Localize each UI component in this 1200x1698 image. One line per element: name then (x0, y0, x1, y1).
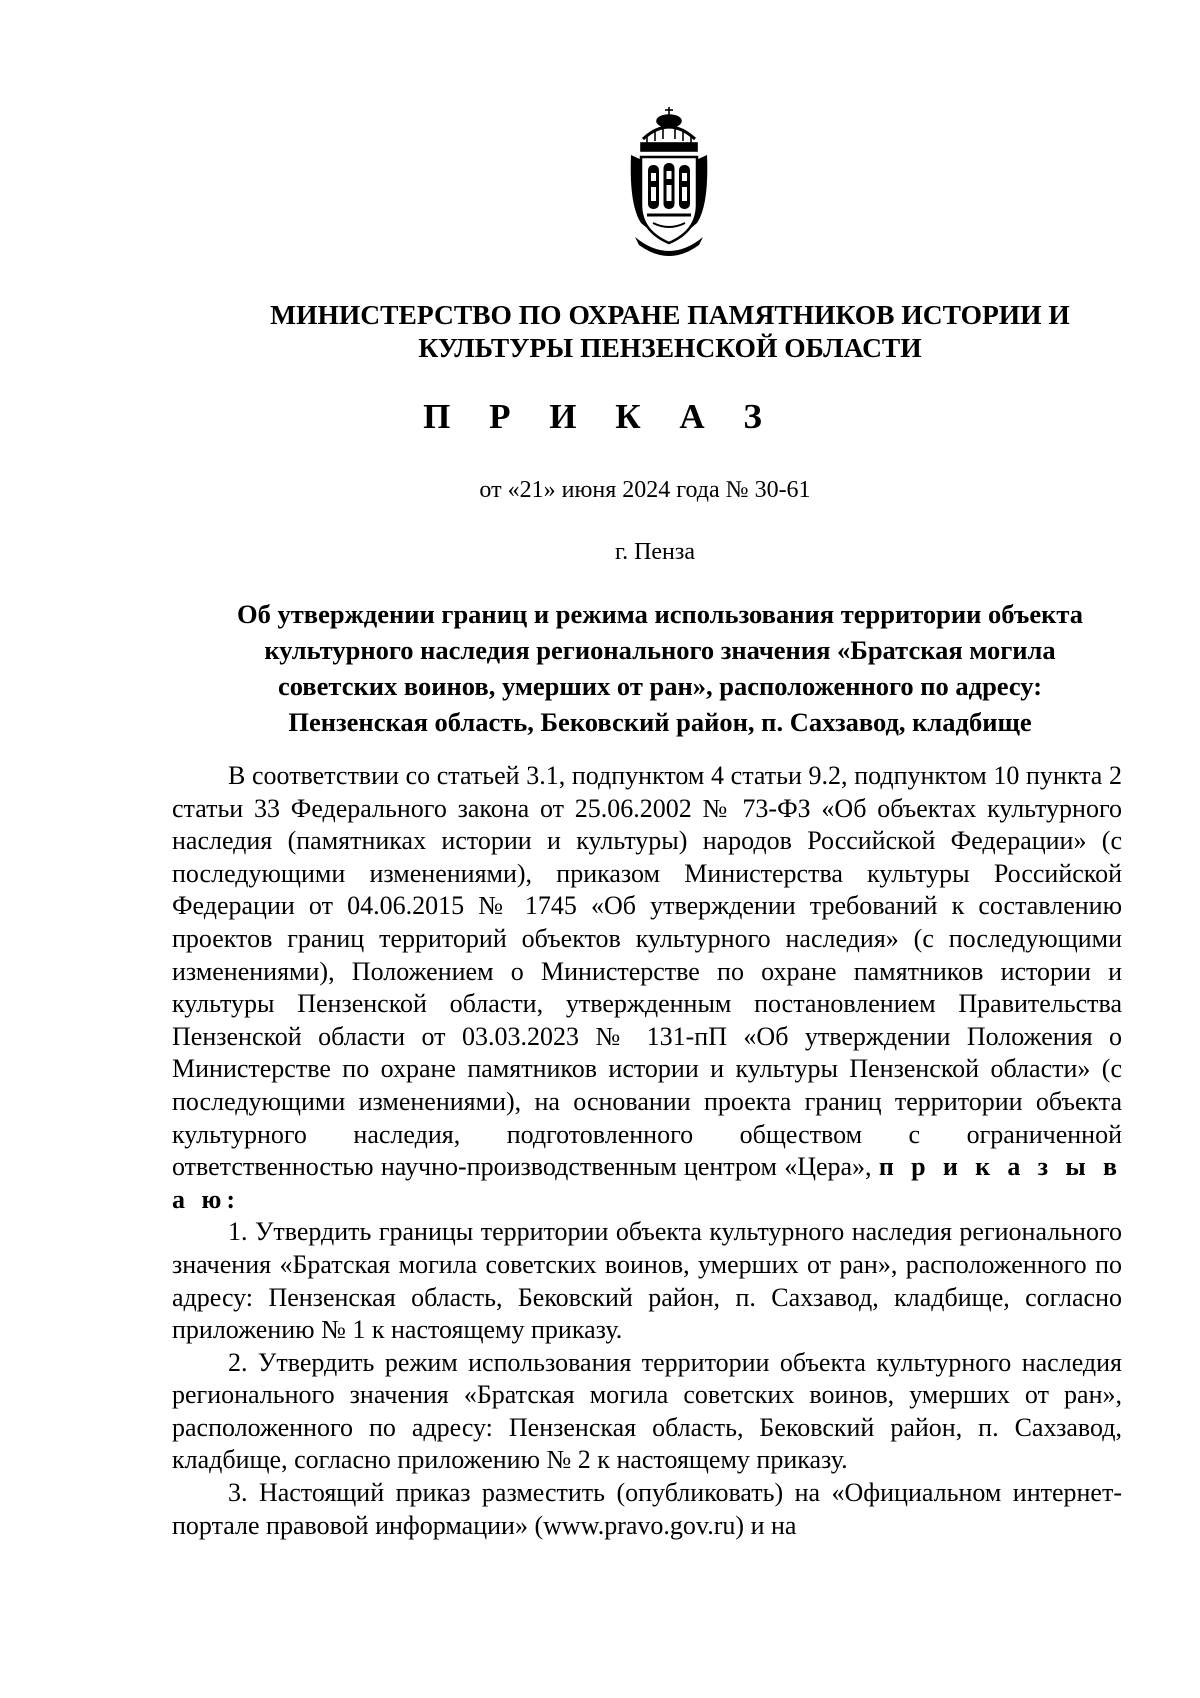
order-item-3: 3. Настоящий приказ разместить (опубликовать) на «Официальном интернет-портале правовой информации» (www.pravo.gov.ru) и на (172, 1478, 1122, 1540)
order-verb: п р и к а з ы в а ю: (172, 1152, 1122, 1214)
ministry-name-line2: КУЛЬТУРЫ ПЕНЗЕНСКОЙ ОБЛАСТИ (418, 332, 922, 363)
subject-line1: Об утверждении границ и режима использования территории объекта (237, 599, 1083, 629)
ministry-name (230, 298, 1110, 364)
ministry-name-line1: МИНИСТЕРСТВО ПО ОХРАНЕ ПАМЯТНИКОВ ИСТОРИИ И (270, 299, 1070, 330)
coat-of-arms-emblem (629, 105, 709, 265)
order-item-2: 2. Утвердить режим использования территории объекта культурного наследия регионального значения «Братская могила советских воинов, умерших от ран», расположенного по адресу: Пензенская область, Бековский район, п. Сахзавод, кладбище, согласно приложению № 2 к настоящему приказу. (172, 1347, 1122, 1475)
subject-line3: советских воинов, умерших от ран», расположенного по адресу: (277, 671, 1043, 701)
preamble-paragraph (172, 760, 1122, 1216)
order-city: г. Пенза (614, 539, 696, 565)
order-date-number: от «21» июня 2024 года № 30-61 (479, 477, 811, 503)
order-subject-title (200, 596, 1120, 740)
order-body (172, 760, 1122, 1542)
order-item-1: 1. Утвердить границы территории объекта культурного наследия регионального значения «Братская могила советских воинов, умерших от ран», расположенного по адресу: Пензенская область, Бековский район, п. Сахзавод, кладбище, согласно приложению № 1 к настоящему приказу. (172, 1217, 1122, 1345)
subject-line4: Пензенская область, Бековский район, п. Сахзавод, кладбище (288, 707, 1032, 737)
preamble-text: В соответствии со статьей 3.1, подпунктом 4 статьи 9.2, подпунктом 10 пункта 2 статьи 33 Федерального закона от 25.06.2002 № 73-ФЗ «Об объектах культурного наследия (памятниках истории и культуры) народов Российской Федерации» (с последующими изменениями), приказом Министерства культуры Российской Федерации от 04.06.2015 № 1745 «Об утверждении требований к составлению проектов границ территорий объектов культурного наследия» (с последующими изменениями), Положением о Министерстве по охране памятников истории и культуры Пензенской области, утвержденным постановлением Правительства Пензенской области от 03.03.2023 № 131-пП «Об утверждении Положения о Министерстве по охране памятников истории и культуры Пензенской области» (с последующими изменениями), на основании проекта границ территории объекта культурного наследия, подготовленного обществом с ограниченной ответственностью научно-производственным центром «Цера», (172, 761, 1122, 1182)
subject-line2: культурного наследия регионального значения «Братская могила (264, 635, 1056, 665)
document-type-title: П Р И К А З (423, 397, 777, 436)
